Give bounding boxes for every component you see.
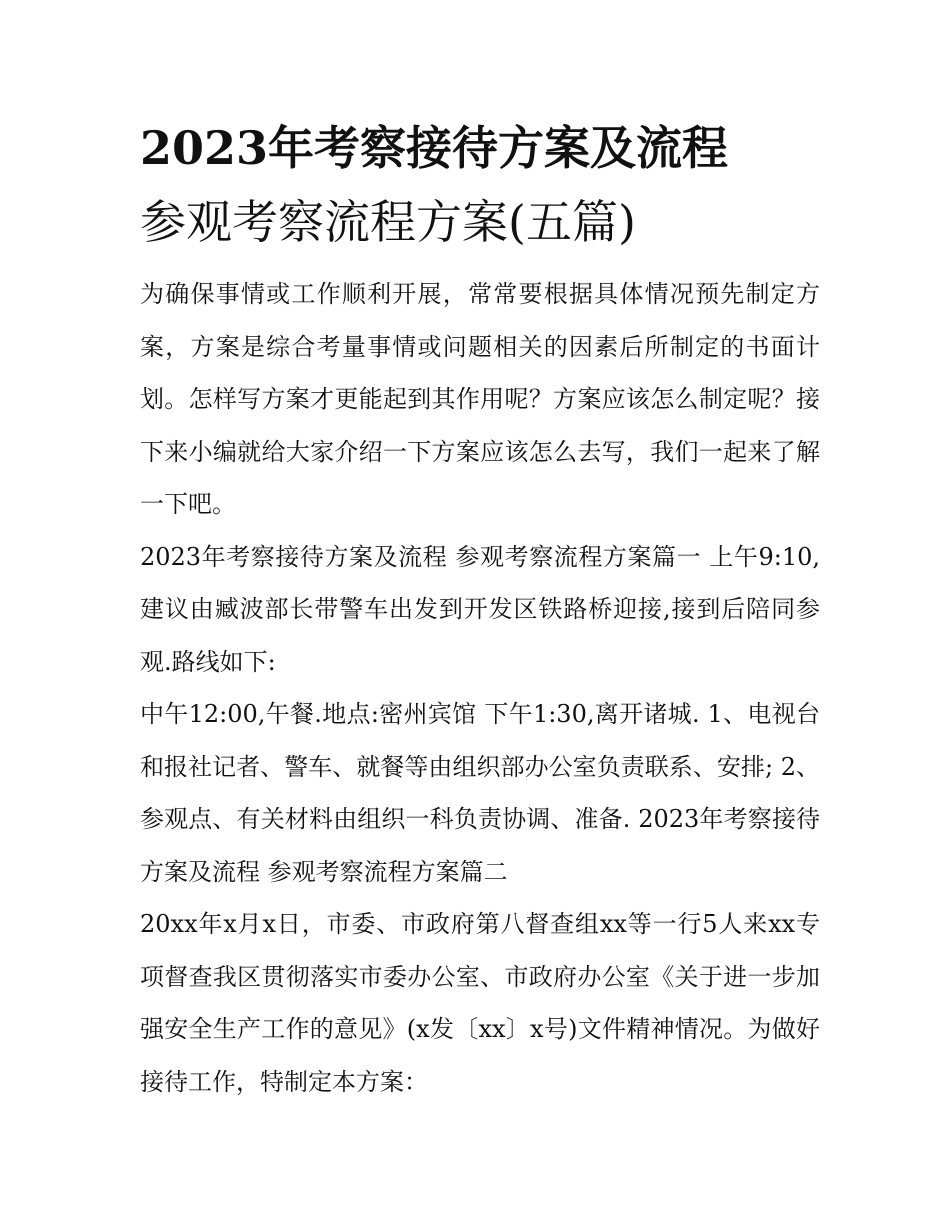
intro-paragraph: 为确保事情或工作顺利开展，常常要根据具体情况预先制定方案，方案是综合考量事情或问题相关的因素后所制定的书面计划。怎样写方案才更能起到其作用呢？方案应该怎么制定呢？接下来小编就给大家介绍一下方案应该怎么去写，我们一起来了解一下吧。 xyxy=(140,280,820,518)
document-subtitle: 参观考察流程方案(五篇) xyxy=(140,195,636,249)
section-two-paragraph: 20xx年x月x日，市委、市政府第八督查组xx等一行5人来xx专项督查我区贯彻落实市委办公室、市政府办公室《关于进一步加强安全生产工作的意见》(x发〔xx〕x号)文件精神情况。为做好接待工作，特制定本方案： xyxy=(140,910,820,1096)
section-one-paragraph: 2023年考察接待方案及流程 参观考察流程方案篇一 上午9:10,建议由臧波部长带警车出发到开发区铁路桥迎接,接到后陪同参观.路线如下: xyxy=(140,542,820,676)
document-body xyxy=(140,118,820,1108)
document-title: 2023年考察接待方案及流程 xyxy=(140,121,729,175)
schedule-paragraph: 中午12:00,午餐.地点:密州宾馆 下午1:30,离开诸城. 1、电视台和报社记者、警车、就餐等由组织部办公室负责联系、安排; 2、参观点、有关材料由组织一科负责协调、准备. 2023年考察接待方案及流程 参观考察流程方案篇二 xyxy=(140,700,820,886)
